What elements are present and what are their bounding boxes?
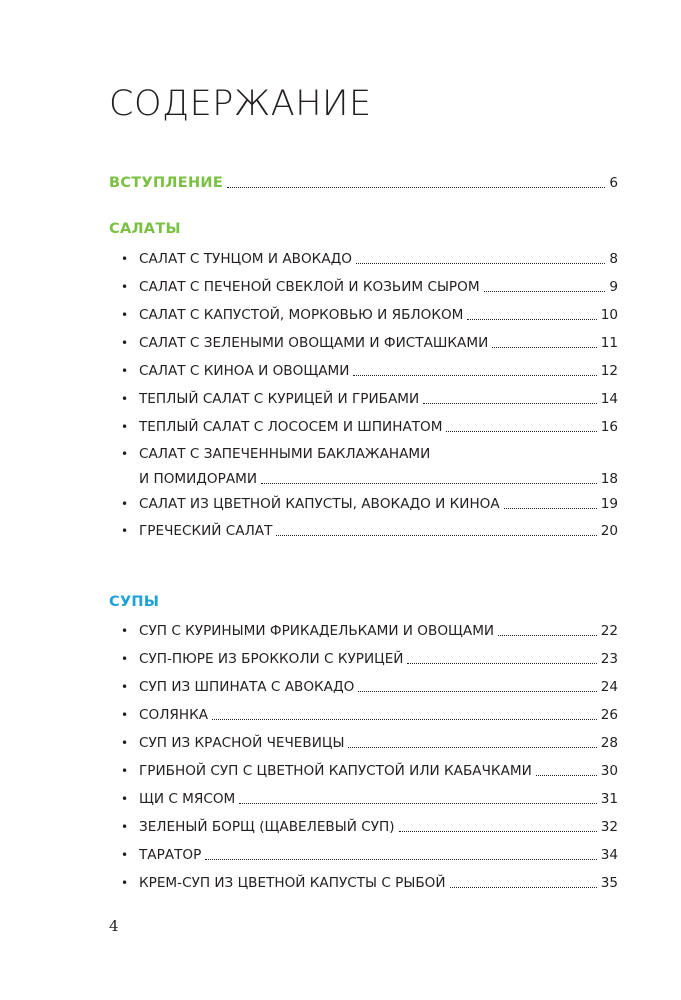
dot-leader — [348, 747, 596, 748]
toc-entry[interactable] — [121, 707, 618, 723]
page-title: СОДЕРЖАНИЕ — [109, 84, 372, 124]
toc-page-number: 30 — [600, 763, 618, 779]
bullet: • — [121, 252, 129, 266]
toc-entry[interactable] — [121, 763, 618, 779]
bullet: • — [121, 680, 129, 694]
section-heading-soups: СУПЫ — [109, 594, 160, 610]
toc-page-number: 6 — [609, 175, 618, 191]
toc-page-number: 10 — [600, 307, 618, 323]
dot-leader — [399, 831, 597, 832]
toc-page-number: 28 — [600, 735, 618, 751]
dot-leader — [212, 719, 597, 720]
toc-entry-label: ТЕПЛЫЙ САЛАТ С КУРИЦЕЙ И ГРИБАМИ — [139, 391, 420, 407]
bullet: • — [121, 364, 129, 378]
toc-page-number: 35 — [600, 875, 618, 891]
toc-page-number: 34 — [600, 847, 618, 863]
toc-entry[interactable] — [121, 496, 618, 512]
toc-page-number: 20 — [600, 523, 618, 539]
toc-entry[interactable] — [121, 819, 618, 835]
toc-entry-label: КРЕМ-СУП ИЗ ЦВЕТНОЙ КАПУСТЫ С РЫБОЙ — [139, 875, 446, 891]
bullet: • — [121, 447, 129, 461]
dot-leader — [423, 403, 597, 404]
toc-entry-label: САЛАТ С ЗЕЛЕНЫМИ ОВОЩАМИ И ФИСТАШКАМИ — [139, 335, 489, 351]
toc-entry[interactable] — [121, 419, 618, 435]
toc-page-number: 8 — [609, 251, 618, 267]
toc-entry-label: САЛАТ С КАПУСТОЙ, МОРКОВЬЮ И ЯБЛОКОМ — [139, 307, 464, 323]
dot-leader — [492, 347, 596, 348]
toc-entry-label: ГРЕЧЕСКИЙ САЛАТ — [139, 523, 273, 539]
bullet: • — [121, 420, 129, 434]
dot-leader — [446, 431, 596, 432]
page-number-folio: 4 — [109, 917, 119, 935]
toc-page-number: 9 — [609, 279, 618, 295]
toc-page-number: 23 — [600, 651, 618, 667]
bullet: • — [121, 524, 129, 538]
toc-page-number: 18 — [600, 471, 618, 487]
toc-page-number: 12 — [600, 363, 618, 379]
bullet: • — [121, 497, 129, 511]
toc-entry-label-line2: И ПОМИДОРАМИ — [139, 471, 258, 487]
dot-leader — [536, 775, 597, 776]
dot-leader — [498, 635, 597, 636]
toc-entry[interactable] — [121, 251, 618, 267]
toc-entry-label: ЩИ С МЯСОМ — [139, 791, 236, 807]
toc-entry-label: САЛАТ ИЗ ЦВЕТНОЙ КАПУСТЫ, АВОКАДО И КИНОА — [139, 496, 500, 512]
bullet: • — [121, 308, 129, 322]
bullet: • — [121, 624, 129, 638]
dot-leader — [356, 263, 605, 264]
toc-entry[interactable] — [121, 679, 618, 695]
toc-entry-label: САЛАТ С ТУНЦОМ И АВОКАДО — [139, 251, 352, 267]
toc-page-number: 32 — [600, 819, 618, 835]
toc-page-number: 31 — [600, 791, 618, 807]
bullet: • — [121, 280, 129, 294]
bullet: • — [121, 876, 129, 890]
dot-leader — [261, 483, 597, 484]
toc-page-number: 22 — [600, 623, 618, 639]
toc-entry[interactable] — [121, 363, 618, 379]
dot-leader — [358, 691, 596, 692]
toc-entry-label: СУП ИЗ КРАСНОЙ ЧЕЧЕВИЦЫ — [139, 735, 345, 751]
toc-entry[interactable] — [121, 391, 618, 407]
toc-entry[interactable] — [121, 335, 618, 351]
toc-entry-multiline[interactable] — [121, 446, 618, 487]
toc-entry[interactable] — [121, 735, 618, 751]
toc-entry-label: ТЕПЛЫЙ САЛАТ С ЛОСОСЕМ И ШПИНАТОМ — [139, 419, 443, 435]
toc-entry[interactable] — [121, 279, 618, 295]
bullet: • — [121, 336, 129, 350]
dot-leader — [205, 859, 596, 860]
toc-entry-label: САЛАТ С КИНОА И ОВОЩАМИ — [139, 363, 350, 379]
dot-leader — [504, 508, 597, 509]
dot-leader — [407, 663, 596, 664]
toc-entry-label: СУП-ПЮРЕ ИЗ БРОККОЛИ С КУРИЦЕЙ — [139, 651, 404, 667]
toc-entry[interactable] — [121, 847, 618, 863]
bullet: • — [121, 764, 129, 778]
dot-leader — [467, 319, 596, 320]
toc-entry[interactable] — [121, 307, 618, 323]
toc-entry[interactable] — [121, 523, 618, 539]
toc-entry-label-line1: САЛАТ С ЗАПЕЧЕННЫМИ БАКЛАЖАНАМИ — [139, 446, 431, 462]
dot-leader — [276, 535, 596, 536]
dot-leader — [484, 291, 606, 292]
toc-entry-intro[interactable] — [109, 175, 618, 191]
dot-leader — [450, 887, 597, 888]
toc-entry-label: ТАРАТОР — [139, 847, 202, 863]
dot-leader — [239, 803, 596, 804]
toc-entry[interactable] — [121, 651, 618, 667]
bullet: • — [121, 708, 129, 722]
toc-page-number: 14 — [600, 391, 618, 407]
section-heading-salads: САЛАТЫ — [109, 221, 181, 237]
toc-entry-label: ВСТУПЛЕНИЕ — [109, 175, 224, 191]
bullet: • — [121, 736, 129, 750]
bullet: • — [121, 820, 129, 834]
bullet: • — [121, 848, 129, 862]
toc-page-number: 16 — [600, 419, 618, 435]
toc-entry[interactable] — [121, 791, 618, 807]
toc-page-number: 24 — [600, 679, 618, 695]
toc-entry[interactable] — [121, 875, 618, 891]
toc-entry[interactable] — [121, 623, 618, 639]
toc-entry-label: САЛАТ С ПЕЧЕНОЙ СВЕКЛОЙ И КОЗЬИМ СЫРОМ — [139, 279, 480, 295]
dot-leader — [353, 375, 596, 376]
bullet: • — [121, 652, 129, 666]
bullet: • — [121, 392, 129, 406]
toc-entry-label: СОЛЯНКА — [139, 707, 209, 723]
toc-entry-label: СУП ИЗ ШПИНАТА С АВОКАДО — [139, 679, 355, 695]
toc-page-number: 19 — [600, 496, 618, 512]
dot-leader — [227, 187, 605, 188]
toc-entry-label: ЗЕЛЕНЫЙ БОРЩ (ЩАВЕЛЕВЫЙ СУП) — [139, 819, 395, 835]
bullet: • — [121, 792, 129, 806]
toc-page-number: 11 — [600, 335, 618, 351]
toc-entry-label: ГРИБНОЙ СУП С ЦВЕТНОЙ КАПУСТОЙ ИЛИ КАБАЧКАМИ — [139, 763, 532, 779]
toc-page-number: 26 — [600, 707, 618, 723]
toc-entry-label: СУП С КУРИНЫМИ ФРИКАДЕЛЬКАМИ И ОВОЩАМИ — [139, 623, 495, 639]
